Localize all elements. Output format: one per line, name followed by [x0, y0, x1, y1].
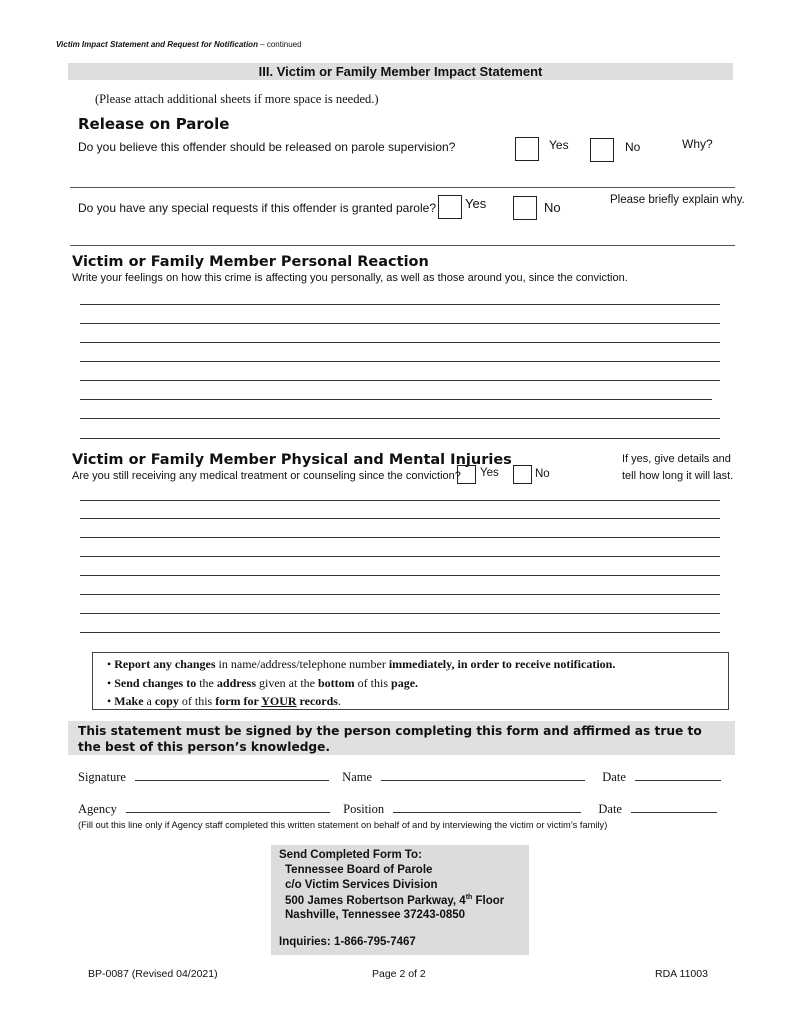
- affirmation-text: This statement must be signed by the person completing this form and affirmed as true to the best of this person’s knowledge.: [78, 724, 702, 754]
- page-number: Page 2 of 2: [372, 968, 426, 980]
- parole-no-checkbox[interactable]: [590, 138, 614, 162]
- requests-no-checkbox[interactable]: [513, 196, 537, 220]
- section-title: III. Victim or Family Member Impact Statement: [68, 63, 733, 80]
- notice-bullet: • Make a copy of this form for YOUR records.: [107, 694, 341, 708]
- position-field[interactable]: [393, 800, 581, 813]
- running-header: [56, 40, 302, 49]
- rda-number: RDA 11003: [655, 968, 708, 980]
- notice-bullet: • Send changes to the address given at the bottom of this page.: [107, 676, 419, 690]
- writing-line[interactable]: [80, 438, 720, 439]
- notice-bullet: • Report any changes in name/address/telephone number immediately, in order to receive notification.: [107, 657, 616, 671]
- reaction-description: Write your feelings on how this crime is affecting you personally, as well as those around you, since the conviction.: [72, 272, 628, 284]
- name-label: Name: [342, 770, 373, 784]
- agency-row: [78, 800, 717, 817]
- writing-line[interactable]: [80, 575, 720, 576]
- signature-row: [78, 768, 721, 785]
- writing-line[interactable]: [80, 399, 712, 400]
- special-requests-question: Do you have any special requests if this offender is granted parole?: [78, 201, 436, 215]
- date-label: Date: [602, 770, 626, 784]
- requests-no-label: No: [544, 200, 561, 215]
- agency-label: Agency: [78, 802, 117, 816]
- affirmation-band: [68, 721, 735, 755]
- parole-yes-checkbox[interactable]: [515, 137, 539, 161]
- parole-question: Do you believe this offender should be released on parole supervision?: [78, 140, 456, 154]
- address-line: Tennessee Board of Parole: [285, 864, 433, 876]
- writing-line[interactable]: [80, 323, 720, 324]
- injuries-heading: Victim or Family Member Physical and Mental Injuries: [72, 452, 512, 468]
- notice-box: [92, 652, 729, 710]
- writing-line[interactable]: [80, 500, 720, 501]
- address-heading: Send Completed Form To:: [279, 849, 422, 861]
- address-line: c/o Victim Services Division: [285, 879, 438, 891]
- header-suffix: – continued: [257, 40, 302, 49]
- writing-line[interactable]: [80, 632, 720, 633]
- writing-line[interactable]: [80, 537, 720, 538]
- inquiries-phone: Inquiries: 1-866-795-7467: [279, 936, 416, 948]
- writing-line[interactable]: [80, 518, 720, 519]
- writing-line[interactable]: [80, 342, 720, 343]
- mailing-address-box: [271, 845, 529, 955]
- parole-why-label: Why?: [682, 137, 713, 151]
- details-note-2: tell how long it will last.: [622, 470, 734, 482]
- writing-line[interactable]: [80, 418, 720, 419]
- address-line: Nashville, Tennessee 37243-0850: [285, 909, 466, 921]
- writing-line[interactable]: [80, 613, 720, 614]
- address-line: 500 James Robertson Parkway, 4th Floor: [285, 894, 505, 907]
- signature-field[interactable]: [135, 768, 329, 781]
- position-label: Position: [343, 802, 385, 816]
- treatment-no-checkbox[interactable]: [513, 465, 532, 484]
- treatment-yes-checkbox[interactable]: [457, 465, 476, 484]
- parole-no-label: No: [625, 140, 641, 154]
- signature-label: Signature: [78, 770, 126, 784]
- writing-line[interactable]: [80, 361, 720, 362]
- injuries-question: Are you still receiving any medical treatment or counseling since the conviction?: [72, 470, 461, 482]
- agency-note: (Fill out this line only if Agency staff completed this written statement on behalf of and by interviewing the victim or victim’s family): [78, 820, 608, 830]
- date-field[interactable]: [635, 768, 721, 781]
- explain-label: Please briefly explain why.: [610, 194, 745, 206]
- details-note: If yes, give details and: [622, 453, 731, 465]
- date-field[interactable]: [631, 800, 717, 813]
- requests-yes-checkbox[interactable]: [438, 195, 462, 219]
- treatment-no-label: No: [535, 468, 550, 480]
- release-heading: Release on Parole: [78, 115, 230, 133]
- agency-field[interactable]: [126, 800, 330, 813]
- form-number: BP-0087 (Revised 04/2021): [88, 968, 218, 980]
- name-field[interactable]: [381, 768, 585, 781]
- reaction-heading: Victim or Family Member Personal Reaction: [72, 254, 429, 270]
- writing-line[interactable]: [80, 556, 720, 557]
- writing-line[interactable]: [80, 594, 720, 595]
- answer-line[interactable]: [70, 245, 735, 246]
- answer-line[interactable]: [70, 187, 735, 188]
- writing-line[interactable]: [80, 380, 720, 381]
- date-label: Date: [598, 802, 622, 816]
- header-title: Victim Impact Statement and Request for Notification: [56, 40, 258, 49]
- attach-note: (Please attach additional sheets if more space is needed.): [95, 92, 379, 106]
- requests-yes-label: Yes: [465, 196, 487, 211]
- treatment-yes-label: Yes: [480, 467, 499, 479]
- writing-line[interactable]: [80, 304, 720, 305]
- parole-yes-label: Yes: [549, 138, 569, 152]
